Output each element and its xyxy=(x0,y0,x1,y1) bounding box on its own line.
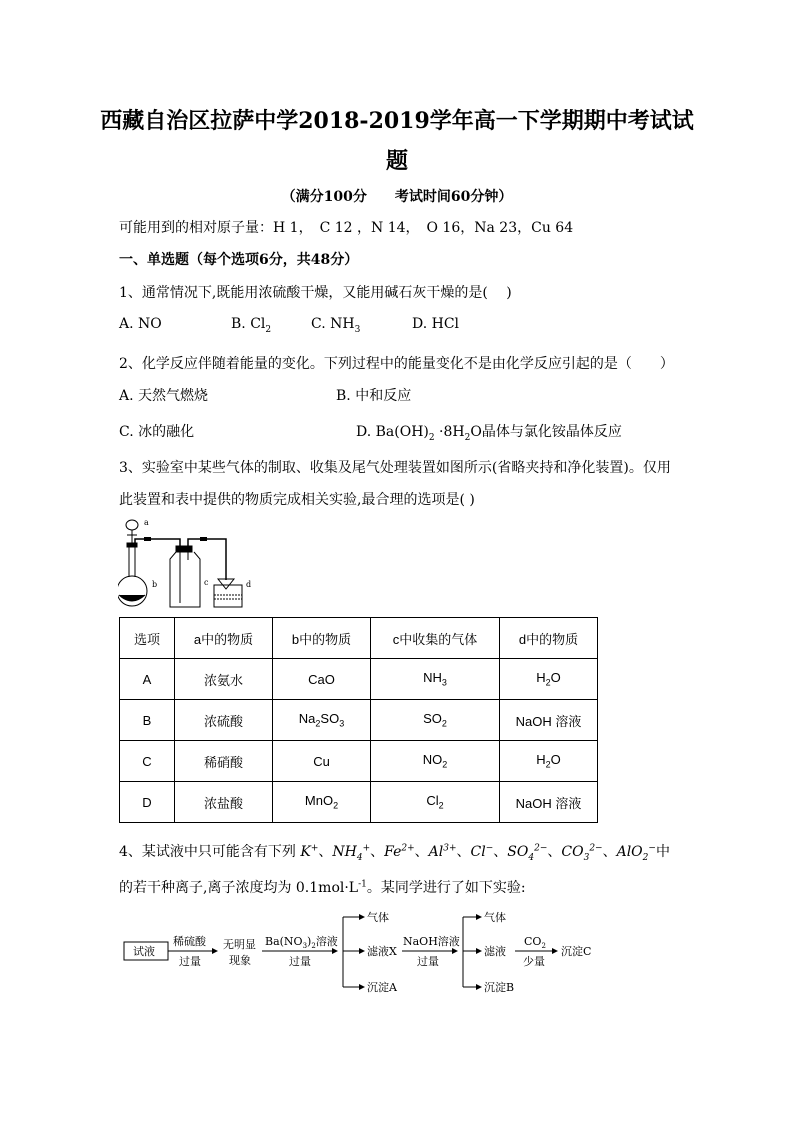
q4-stem-line1: 4、某试液中只可能含有下列 K+、$NH_4^+$、$Fe^{2+}$、$Al^{3+}$、Cl−、$SO_4^{2-}$、$CO_3^{2-}$、AlO$_2$−中 xyxy=(119,843,670,863)
tube-clamp-1 xyxy=(144,537,151,541)
flow-step1-bottom: 过量 xyxy=(179,955,201,968)
q4-stem-line2: 的若干种离子,离子浓度均为 $0.1mol\cdot L^{-1}$。某同学进行了如下实验: xyxy=(119,879,526,896)
header-cell: 选项 xyxy=(120,618,175,659)
cell-d: NaOH 溶液 xyxy=(500,782,598,823)
q1-option-b: B. $Cl_2$ xyxy=(231,316,272,335)
label-d: d xyxy=(246,580,252,589)
ion-fe: $Fe^{2+}$ xyxy=(384,843,415,860)
flow-branch2-ppt: 沉淀B xyxy=(484,981,515,994)
reagent-table xyxy=(119,617,598,823)
experiment-flowchart xyxy=(119,905,599,1000)
flow-branch1-filtrate: 滤液X xyxy=(367,945,397,958)
q2-stem: 2、化学反应伴随着能量的变化。下列过程中的能量变化不是由化学反应引起的是（ ） xyxy=(119,356,674,372)
table-row xyxy=(120,741,598,782)
ion-so4: $SO_4^{2-}$ xyxy=(507,843,548,863)
header-cell: d中的物质 xyxy=(500,618,598,659)
ion-alo2: AlO$_2$− xyxy=(616,843,656,863)
cell-d: $H_2O$ xyxy=(500,659,598,700)
q2-option-d: D. $Ba(OH)_2 \cdot 8H_2O$晶体与氯化铵晶体反应 xyxy=(356,424,622,443)
flow-node1-line1: 无明显 xyxy=(223,938,256,951)
cell-b: CaO xyxy=(273,659,371,700)
label-b: b xyxy=(152,580,158,589)
dropping-funnel xyxy=(126,520,138,545)
ion-al: $Al^{3+}$ xyxy=(428,843,457,860)
cell-option: A xyxy=(120,659,175,700)
ion-co3: $CO_3^{2-}$ xyxy=(561,843,603,863)
flow-step2-bottom: 过量 xyxy=(289,955,311,968)
atomic-masses: 可能用到的相对原子量：H 1， C 12 ，N 14， O 16，Na 23，Cu 64 xyxy=(119,220,574,236)
cell-d: $H_2O$ xyxy=(500,741,598,782)
exam-title-line1: 西藏自治区拉萨中学2018-2019学年高一下学期期中考试试 xyxy=(100,108,694,134)
exam-subtitle: （满分100分 考试时间60分钟） xyxy=(281,189,513,205)
cell-option: B xyxy=(120,700,175,741)
q3-stem-line1: 3、实验室中某些气体的制取、收集及尾气处理装置如图所示(省略夹持和净化装置)。仅用 xyxy=(119,460,671,476)
flow-step1-top: 稀硫酸 xyxy=(173,935,206,948)
flow-final: 沉淀C xyxy=(561,945,592,958)
round-flask xyxy=(118,543,147,606)
ion-k: K+ xyxy=(300,843,319,860)
gas-apparatus-diagram xyxy=(118,515,258,610)
cell-c: $NH_3$ xyxy=(371,659,500,700)
section-heading: 一、单选题（每个选项6分，共48分） xyxy=(119,252,359,268)
q2-option-b: B. 中和反应 xyxy=(336,388,412,404)
cell-option: C xyxy=(120,741,175,782)
cell-option: D xyxy=(120,782,175,823)
flow-step4-top: $CO_2$ xyxy=(524,935,546,950)
header-cell: c中收集的气体 xyxy=(371,618,500,659)
flow-branch2-filtrate: 滤液 xyxy=(484,945,506,958)
flow-step2-top: $Ba(NO_3)_2$溶液 xyxy=(265,935,338,950)
cell-c: $NO_2$ xyxy=(371,741,500,782)
ion-nh4: $NH_4^+$ xyxy=(332,843,371,863)
header-cell: a中的物质 xyxy=(175,618,273,659)
q2-option-c: C. 冰的融化 xyxy=(119,424,195,440)
cell-c: $Cl_2$ xyxy=(371,782,500,823)
cell-a: 稀硝酸 xyxy=(175,741,273,782)
exam-title-line2: 题 xyxy=(385,148,408,174)
cell-a: 浓盐酸 xyxy=(175,782,273,823)
cell-a: 浓硫酸 xyxy=(175,700,273,741)
cell-b: Cu xyxy=(273,741,371,782)
q1-option-d: D. HCl xyxy=(412,316,460,332)
tube-clamp-2 xyxy=(200,537,207,541)
cell-d: NaOH 溶液 xyxy=(500,700,598,741)
q2-option-a: A. 天然气燃烧 xyxy=(119,388,209,404)
flow-step3-bottom: 过量 xyxy=(417,955,439,968)
flow-branch1-ppt: 沉淀A xyxy=(367,981,397,994)
table-row xyxy=(120,782,598,823)
table-row xyxy=(120,700,598,741)
q1-option-a: A. NO xyxy=(119,316,162,332)
q1-option-c: C. $NH_3$ xyxy=(311,316,361,335)
label-c: c xyxy=(204,578,209,587)
q3-stem-line2: 此装置和表中提供的物质完成相关实验,最合理的选项是( ) xyxy=(119,492,475,508)
table-row xyxy=(120,659,598,700)
flow-branch2-gas: 气体 xyxy=(484,911,506,924)
flow-step3-top: NaOH溶液 xyxy=(403,935,460,948)
ion-cl: Cl− xyxy=(470,843,494,860)
collection-bottle xyxy=(170,546,200,607)
q1-stem: 1、通常情况下,既能用浓硫酸干燥，又能用碱石灰干燥的是( ) xyxy=(119,285,512,301)
table-header-row xyxy=(120,618,598,659)
label-a: a xyxy=(144,518,149,527)
cell-b: $Na_2SO_3$ xyxy=(273,700,371,741)
absorption-beaker xyxy=(214,579,242,607)
cell-c: $SO_2$ xyxy=(371,700,500,741)
cell-a: 浓氨水 xyxy=(175,659,273,700)
flow-start: 试液 xyxy=(133,945,155,958)
flow-step4-bottom: 少量 xyxy=(523,955,545,968)
cell-b: MnO$_2$ xyxy=(273,782,371,823)
flow-node1-line2: 现象 xyxy=(229,954,251,967)
header-cell: b中的物质 xyxy=(273,618,371,659)
flow-branch1-gas: 气体 xyxy=(367,911,389,924)
